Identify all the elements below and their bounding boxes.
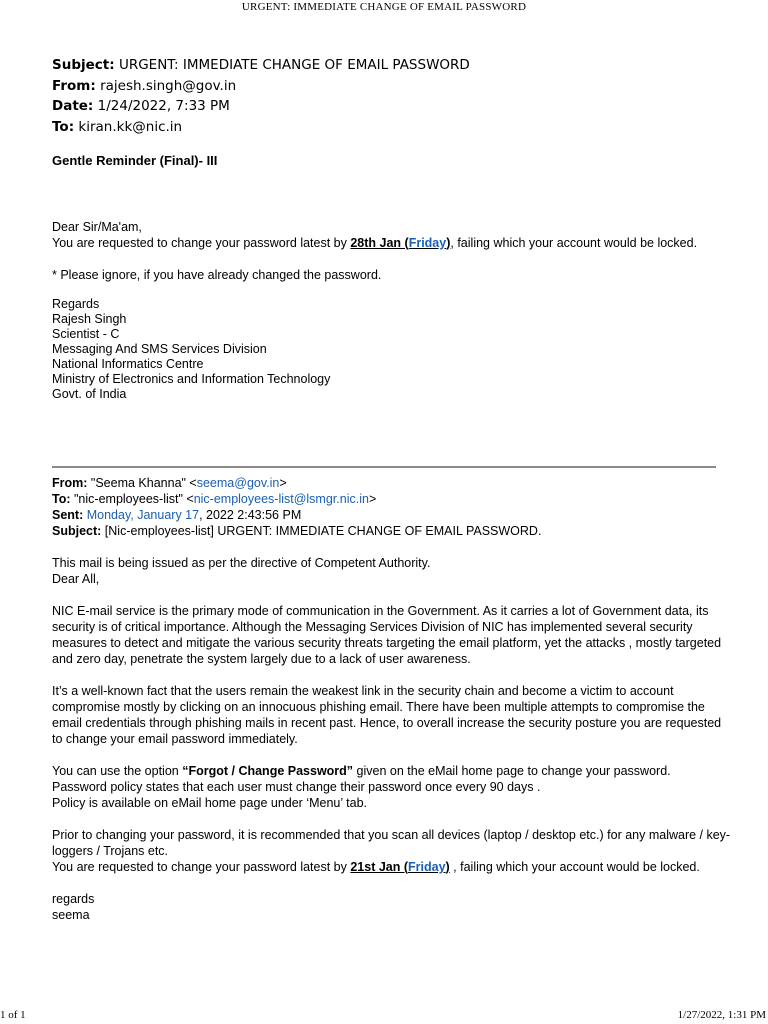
fwd-sent: Sent: Monday, January 17, 2022 2:43:56 PM (52, 508, 302, 522)
page-count: 1 of 1 (0, 1009, 26, 1021)
directive: This mail is being issued as per the directive of Competent Authority. (52, 556, 431, 570)
print-timestamp: 1/27/2022, 1:31 PM (677, 1009, 766, 1021)
email-meta (52, 55, 470, 137)
fwd-to: To: "nic-employees-list" <nic-employees-list@lsmgr.nic.in> (52, 492, 377, 506)
paragraph-3: You can use the option “Forgot / Change Password” given on the eMail home page to change your password. (52, 764, 671, 778)
policy-location: Policy is available on eMail home page under ‘Menu’ tab. (52, 796, 367, 810)
sent-date-link[interactable]: Monday, January 17 (86, 508, 200, 522)
friday-link-2[interactable]: Friday (408, 860, 446, 874)
fwd-subject: Subject: [Nic-employees-list] URGENT: IMMEDIATE CHANGE OF EMAIL PASSWORD. (52, 524, 542, 538)
dear-all: Dear All, (52, 572, 100, 586)
signature: Regards Rajesh Singh Scientist - C Messaging And SMS Services Division National Informatics Centre Ministry of Electronics and Information Technology Govt. of India (52, 297, 331, 401)
page-header-title: URGENT: IMMEDIATE CHANGE OF EMAIL PASSWORD (241, 1, 527, 13)
reminder-heading: Gentle Reminder (Final)- III (52, 153, 218, 168)
meta-to: To: kiran.kk@nic.in (52, 118, 183, 135)
paragraph-4: Prior to changing your password, it is recommended that you scan all devices (laptop / desktop etc.) for any malware / key-loggers / Trojans etc. (52, 828, 731, 858)
ignore-note: * Please ignore, if you have already changed the password. (52, 268, 382, 282)
closing: regards seema (52, 892, 95, 922)
paragraph-1: NIC E-mail service is the primary mode of communication in the Government. As it carries a lot of Government data, its security is of critical importance. Although the Messaging Services Division of NIC has implemented several security measures to detect and mitigate the various security threats targeting the email platform, yet the attacks , mostly targeted and zero day, penetrate the system largely due to a lack of user awareness. (52, 604, 722, 666)
forwarded-mail (52, 475, 732, 923)
first-mail-body (52, 219, 732, 402)
divider (52, 466, 716, 468)
fwd-from: From: "Seema Khanna" <seema@gov.in> (52, 476, 287, 490)
paragraph-2: It’s a well-known fact that the users remain the weakest link in the security chain and become a victim to account compromise mostly by clicking on an innocuous phishing email. There have been multiple attempts to compromise the email credentials through phishing mails in recent past. Hence, to overall increase the security posture you are requested to change your email password immediately. (52, 684, 722, 746)
request-line: You are requested to change your password latest by 28th Jan (Friday), failing which your account would be locked. (52, 236, 698, 250)
meta-from: From: rajesh.singh@gov.in (52, 77, 237, 94)
meta-subject: Subject: URGENT: IMMEDIATE CHANGE OF EMAIL PASSWORD (52, 57, 470, 73)
greeting: Dear Sir/Ma'am, (52, 220, 142, 234)
password-policy: Password policy states that each user must change their password once every 90 days . (52, 780, 541, 794)
to-email-link[interactable]: nic-employees-list@lsmgr.nic.in (193, 492, 369, 506)
friday-link[interactable]: Friday (408, 236, 447, 250)
fwd-request-line: You are requested to change your password latest by 21st Jan (Friday) , failing which your account would be locked. (52, 860, 700, 874)
meta-date: Date: 1/24/2022, 7:33 PM (52, 98, 230, 114)
from-email-link[interactable]: seema@gov.in (196, 476, 280, 490)
